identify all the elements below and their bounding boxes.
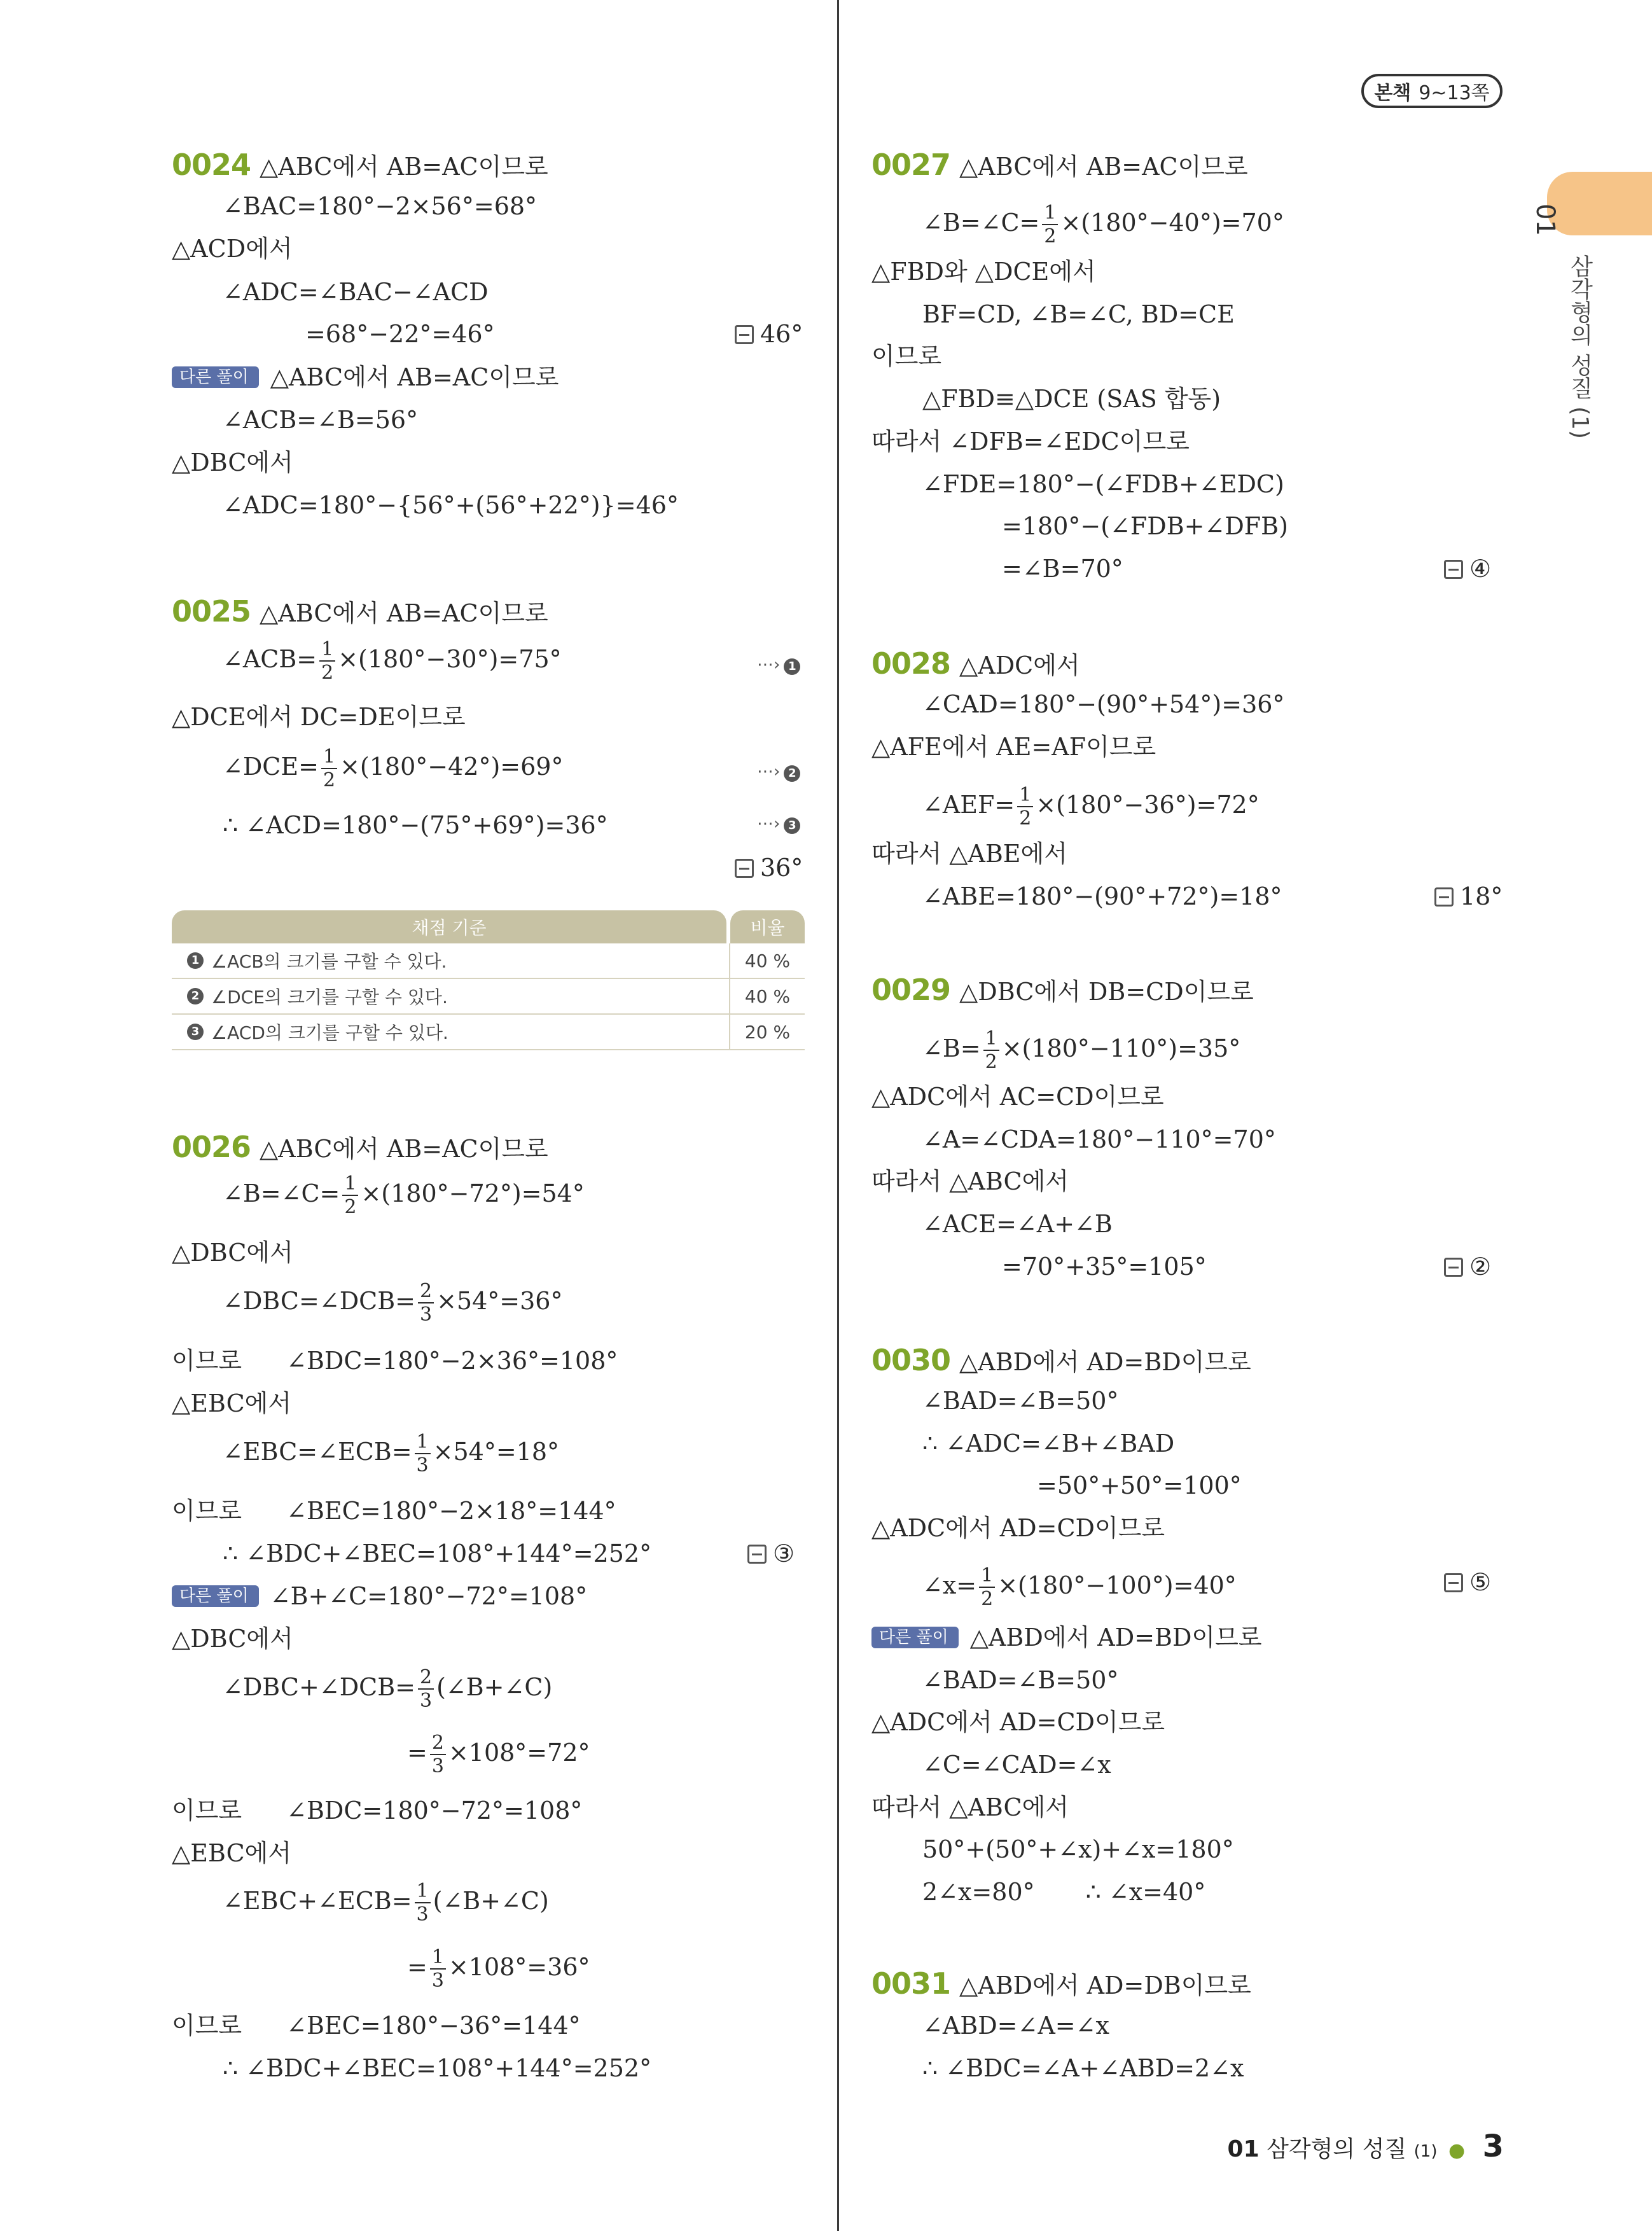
page-footer [1228, 2129, 1504, 2164]
problem-0024-line9: ∠ADC=180°−{56°+(56°+22°)}=46° [223, 491, 679, 519]
step-marker-1: ⋯› 1 [757, 655, 800, 675]
problem-0030-line6 [922, 1566, 1237, 1609]
problem-0024-line2: ∠BAC=180°−2×56°=68° [223, 192, 538, 220]
footer-chapter-part: (1) [1413, 2142, 1438, 2161]
page-number: 3 [1482, 2129, 1504, 2164]
text: ∠DCE= [223, 753, 319, 781]
answer-0027 [1444, 557, 1491, 581]
problem-0026-line14 [172, 1798, 582, 1823]
scoring-table-header [172, 910, 805, 943]
answer-icon [747, 1545, 767, 1564]
fraction [418, 1282, 434, 1324]
answer-value: ② [1469, 1253, 1492, 1281]
numerator: 1 [979, 1566, 995, 1588]
problem-0031-line2: ∠ABD=∠A=∠x [922, 2012, 1109, 2040]
numerator: 1 [430, 1948, 446, 1970]
problem-0025-line2 [223, 640, 562, 683]
text: ×(180°−40°)=70° [1060, 209, 1284, 237]
denominator: 2 [344, 1196, 357, 1218]
problem-0024-line4: ∠ADC=∠BAC−∠ACD [223, 278, 489, 306]
problem-0029-line5: 따라서 △ABC에서 [871, 1167, 1069, 1195]
problem-0026-line13 [407, 1734, 590, 1776]
answer-icon [1444, 1258, 1463, 1277]
text: ∠BDC=180°−2×36°=108° [286, 1347, 618, 1375]
answer-0026 [747, 1541, 795, 1566]
problem-0026-line4 [223, 1282, 562, 1324]
denominator: 3 [420, 1303, 433, 1326]
problem-0025-line5: ∴ ∠ACD=180°−(75°+69°)=36° [223, 811, 608, 839]
problem-0028-line5: 따라서 △ABE에서 [871, 840, 1067, 868]
problem-0025-line3: △DCE에서 DC=DE이므로 [172, 703, 466, 731]
numerator: 1 [415, 1433, 431, 1454]
problem-0028-line2: ∠CAD=180°−(90°+54°)=36° [922, 690, 1285, 718]
problem-0026-line9: ∴ ∠BDC+∠BEC=108°+144°=252° [223, 1539, 652, 1567]
step-marker-3: ⋯› 3 [757, 814, 800, 834]
answer-value: 46° [760, 320, 803, 348]
denominator: 2 [323, 769, 336, 791]
chapter-tab [1531, 172, 1652, 236]
problem-0030-line12: 50°+(50°+∠x)+∠x=180° [922, 1835, 1234, 1863]
ref-pages: 9~13쪽 [1419, 82, 1490, 104]
problem-0027-line8: ∠FDE=180°−(∠FDB+∠EDC) [922, 470, 1284, 498]
problem-0026-alt [172, 1584, 587, 1609]
problem-0029-line3: △ADC에서 AC=CD이므로 [871, 1083, 1164, 1111]
problem-0026-line11: △DBC에서 [172, 1625, 293, 1653]
text: ∠B+∠C=180°−72°=108° [270, 1582, 588, 1610]
answer-value: 18° [1460, 882, 1503, 910]
step-number: 2 [784, 765, 800, 782]
fraction [430, 1734, 446, 1776]
problem-0024-line8: △DBC에서 [172, 448, 293, 476]
problem-0025-line1 [172, 594, 548, 629]
step-number: 1 [187, 952, 204, 969]
problem-number: 0029 [871, 973, 951, 1007]
fraction [418, 1668, 434, 1711]
chapter-tab-number: 01 [1531, 204, 1560, 236]
problem-0027-line10: =∠B=70° [1002, 555, 1123, 583]
problem-0031-line3: ∴ ∠BDC=∠A+∠ABD=2∠x [922, 2054, 1244, 2082]
problem-0027-line1 [871, 148, 1248, 182]
text: △ABD에서 AD=BD이므로 [969, 1623, 1262, 1651]
numerator: 2 [418, 1668, 434, 1690]
fraction [415, 1882, 431, 1924]
text: ×(180°−100°)=40° [997, 1571, 1237, 1599]
problem-0030-line2: ∠BAD=∠B=50° [922, 1387, 1119, 1415]
problem-0029-line1 [871, 973, 1254, 1007]
problem-0026-line17 [407, 1948, 590, 1991]
column-divider [837, 0, 839, 2231]
problem-0030-line10: ∠C=∠CAD=∠x [922, 1751, 1111, 1779]
answer-icon [1444, 560, 1463, 579]
denominator: 3 [431, 1755, 444, 1777]
text: 이므로 [172, 1347, 242, 1375]
numerator: 1 [319, 640, 335, 662]
text: ×108°=36° [448, 1953, 590, 1981]
text: 이므로 [172, 1497, 242, 1525]
text: ∠B=∠C= [223, 1179, 340, 1207]
text: △ABC에서 AB=AC이므로 [260, 599, 548, 627]
answer-0028 [1434, 884, 1503, 908]
problem-0030-line13 [922, 1880, 1205, 1904]
text: ∠BEC=180°−2×18°=144° [286, 1497, 616, 1525]
problem-0026-line19: ∴ ∠BDC+∠BEC=108°+144°=252° [223, 2054, 652, 2082]
numerator: 1 [321, 747, 337, 769]
numerator: 1 [983, 1029, 999, 1051]
denominator: 3 [416, 1903, 429, 1926]
fraction [415, 1433, 431, 1475]
problem-0024-line3: △ACD에서 [172, 235, 293, 263]
answer-0030 [1444, 1570, 1491, 1594]
problem-0029-line4: ∠A=∠CDA=180°−110°=70° [922, 1125, 1276, 1153]
problem-0026-line16 [223, 1882, 549, 1924]
fraction [983, 1029, 999, 1072]
text: ×(180°−30°)=75° [338, 645, 562, 673]
problem-0026-line1 [172, 1132, 548, 1162]
alt-solution-badge: 다른 풀이 [172, 366, 259, 388]
text: 이므로 [172, 1797, 242, 1824]
problem-0024-line1 [172, 148, 548, 182]
problem-0024-line7: ∠ACB=∠B=56° [223, 406, 419, 434]
problem-0027-line5: 이므로 [871, 342, 942, 370]
answer-0029 [1444, 1255, 1491, 1279]
text: △ADC에서 [959, 651, 1080, 679]
text: △ABD에서 AD=BD이므로 [959, 1348, 1251, 1376]
footer-chapter-title: 삼각형의 성질 [1267, 2136, 1407, 2162]
text: ∠DBC+∠DCB= [223, 1673, 415, 1701]
problem-0030-alt [871, 1625, 1262, 1651]
text: △DBC에서 DB=CD이므로 [959, 978, 1254, 1006]
criterion-text: ∠ACB의 크기를 구할 수 있다. [211, 951, 447, 972]
problem-number: 0031 [871, 1966, 951, 2001]
answer-value: ③ [773, 1539, 795, 1567]
problem-0026-line7 [223, 1433, 559, 1475]
fraction [1017, 786, 1033, 828]
scoring-table [172, 910, 805, 1050]
fraction [342, 1174, 358, 1217]
problem-0027-line9: =180°−(∠FDB+∠DFB) [1002, 512, 1288, 540]
numerator: 1 [415, 1882, 431, 1903]
problem-0027-line7: 따라서 ∠DFB=∠EDC이므로 [871, 427, 1190, 455]
text: ∠EBC=∠ECB= [223, 1438, 412, 1466]
ratio-cell: 40 % [744, 985, 791, 1007]
problem-0027-line2 [922, 204, 1284, 246]
answer-0024 [735, 322, 803, 346]
problem-0029-line7: =70°+35°=105° [1002, 1253, 1207, 1281]
table-row [172, 943, 805, 979]
problem-number: 0028 [871, 646, 951, 681]
fraction [319, 640, 335, 683]
problem-0026-line5 [172, 1349, 618, 1373]
text: ×54°=36° [436, 1287, 563, 1315]
answer-value: ⑤ [1469, 1568, 1492, 1596]
denominator: 2 [321, 662, 334, 684]
ratio-cell: 40 % [744, 950, 791, 971]
text: ∠B=∠C= [922, 209, 1040, 237]
text: △ABD에서 AD=DB이므로 [959, 1971, 1251, 1999]
text: = [407, 1953, 427, 1981]
answer-value: 36° [760, 854, 803, 882]
problem-0026-line8 [172, 1499, 616, 1523]
text: △ABC에서 AB=AC이므로 [260, 153, 548, 181]
problem-number: 0025 [172, 594, 251, 629]
text: ∴ ∠x=40° [1085, 1878, 1206, 1906]
problem-0031-line1 [871, 1966, 1251, 2001]
text: ×(180°−110°)=35° [1001, 1034, 1241, 1062]
ref-label: 본책 [1374, 82, 1412, 104]
denominator: 3 [416, 1454, 429, 1477]
footer-chapter-number: 01 [1227, 2136, 1260, 2162]
step-number: 3 [784, 817, 800, 834]
header-ratio: 비율 [730, 910, 805, 943]
denominator: 2 [1019, 807, 1032, 830]
ratio-cell: 20 % [744, 1021, 791, 1043]
text: ∠BDC=180°−72°=108° [286, 1797, 583, 1824]
numerator: 1 [1017, 786, 1033, 807]
problem-0030-line9: △ADC에서 AD=CD이므로 [871, 1708, 1165, 1736]
numerator: 1 [342, 1174, 358, 1196]
table-row [172, 1015, 805, 1050]
problem-0030-line11: 따라서 △ABC에서 [871, 1793, 1069, 1821]
problem-0024-line5: =68°−22°=46° [305, 320, 495, 348]
text: ∠EBC+∠ECB= [223, 1887, 412, 1915]
answer-icon [1434, 887, 1454, 907]
step-number: 2 [187, 988, 204, 1004]
problem-0026-line2 [223, 1174, 585, 1217]
problem-0027-line3: △FBD와 △DCE에서 [871, 258, 1096, 286]
answer-value: ④ [1469, 555, 1492, 583]
text: △ABC에서 AB=AC이므로 [959, 153, 1248, 181]
criterion-text: ∠ACD의 크기를 구할 수 있다. [211, 1022, 448, 1043]
problem-number: 0027 [871, 148, 951, 182]
problem-0028-line1 [871, 646, 1080, 681]
problem-0028-line6: ∠ABE=180°−(90°+72°)=18° [922, 882, 1282, 910]
problem-0024-alt [172, 365, 559, 391]
problem-0026-line18 [172, 2013, 581, 2038]
problem-0028-line3: △AFE에서 AE=AF이므로 [871, 733, 1156, 761]
numerator: 2 [418, 1282, 434, 1303]
denominator: 2 [985, 1051, 997, 1073]
problem-0030-line8: ∠BAD=∠B=50° [922, 1666, 1119, 1694]
fraction [1042, 204, 1058, 246]
text: (∠B+∠C) [436, 1673, 553, 1701]
problem-0030-line5: △ADC에서 AD=CD이므로 [871, 1514, 1165, 1542]
answer-icon [1444, 1573, 1463, 1592]
denominator: 3 [420, 1690, 433, 1712]
text: ∠BEC=180°−36°=144° [286, 2012, 581, 2040]
denominator: 2 [1044, 225, 1057, 247]
problem-0029-line6: ∠ACE=∠A+∠B [922, 1210, 1113, 1238]
criterion-cell [172, 979, 730, 1013]
text: ×(180°−36°)=72° [1036, 791, 1260, 819]
answer-icon [735, 325, 754, 344]
problem-0026-line3: △DBC에서 [172, 1239, 293, 1267]
problem-0025-line4 [223, 747, 563, 790]
fraction [430, 1948, 446, 1991]
text: ∠ACB= [223, 645, 317, 673]
table-row [172, 979, 805, 1015]
text: △ABC에서 AB=AC이므로 [260, 1135, 548, 1163]
criterion-cell [172, 943, 730, 978]
numerator: 2 [430, 1734, 446, 1755]
problem-0030-line3: ∴ ∠ADC=∠B+∠BAD [922, 1429, 1175, 1457]
text: ∠DBC=∠DCB= [223, 1287, 415, 1315]
chapter-tab-title: 삼각형의 성질 (1) [1567, 254, 1593, 439]
text: ∠AEF= [922, 791, 1015, 819]
problem-0027-line6: △FBD≡△DCE (SAS 합동) [922, 385, 1221, 413]
text: ×(180°−72°)=54° [361, 1179, 585, 1207]
problem-number: 0024 [172, 148, 251, 182]
text: 이므로 [172, 2012, 242, 2040]
text: = [407, 1739, 427, 1767]
criterion-text: ∠DCE의 크기를 구할 수 있다. [211, 987, 448, 1008]
reference-badge [1361, 74, 1503, 108]
bullet-icon: ● [1448, 2139, 1466, 2162]
alt-solution-badge: 다른 풀이 [871, 1627, 959, 1648]
text: ×54°=18° [433, 1438, 560, 1466]
numerator: 1 [1042, 204, 1058, 225]
header-criterion: 채점 기준 [172, 910, 726, 943]
problem-number: 0026 [172, 1130, 251, 1164]
problem-0028-line4 [922, 786, 1260, 828]
denominator: 3 [431, 1970, 444, 1992]
text: 2∠x=80° [922, 1878, 1035, 1906]
step-number: 1 [784, 658, 800, 675]
problem-0026-line15: △EBC에서 [172, 1839, 292, 1867]
alt-solution-badge: 다른 풀이 [172, 1585, 259, 1607]
text: ∠x= [922, 1571, 977, 1599]
problem-0030-line1 [871, 1345, 1251, 1375]
text: ×108°=72° [448, 1739, 590, 1767]
text: (∠B+∠C) [433, 1887, 549, 1915]
step-marker-2: ⋯› 2 [757, 762, 800, 782]
fraction [321, 747, 337, 790]
problem-0029-line2 [922, 1029, 1240, 1072]
text: ×(180°−42°)=69° [340, 753, 564, 781]
problem-0027-line4: BF=CD, ∠B=∠C, BD=CE [922, 300, 1235, 328]
fraction [979, 1566, 995, 1609]
criterion-cell [172, 1015, 730, 1049]
step-number: 3 [187, 1024, 204, 1040]
problem-0026-line12 [223, 1668, 552, 1711]
answer-icon [735, 859, 754, 878]
problem-number: 0030 [871, 1343, 951, 1377]
denominator: 2 [981, 1588, 994, 1610]
problem-0030-line4: =50°+50°=100° [1037, 1471, 1242, 1499]
answer-0025 [735, 856, 803, 880]
problem-0026-line6: △EBC에서 [172, 1389, 292, 1417]
text: △ABC에서 AB=AC이므로 [270, 363, 559, 391]
text: ∠B= [922, 1034, 981, 1062]
